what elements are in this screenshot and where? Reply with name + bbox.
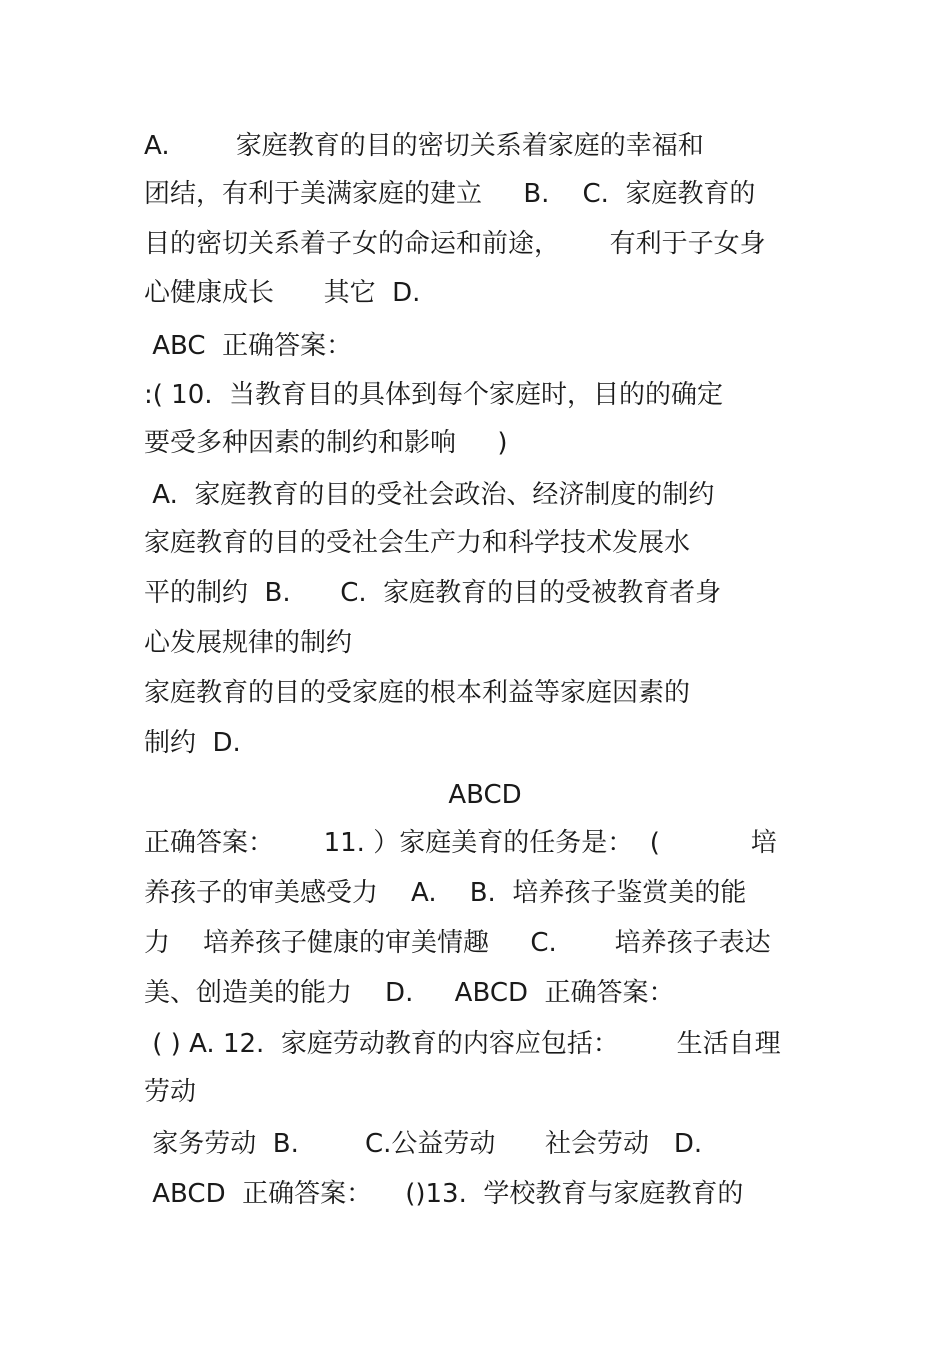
text-line-5: ABC 正确答案：	[144, 331, 353, 361]
answer-heading: ABCD	[448, 780, 522, 810]
text-line-10: 平的制约 B. C. 家庭教育的目的受被教育者身	[144, 578, 722, 608]
text-line-3: 目的密切关系着子女的命运和前途， 有利于子女身	[144, 229, 766, 259]
text-line-20: 劳动	[144, 1077, 197, 1107]
text-line-2: 团结，有利于美满家庭的建立 B. C. 家庭教育的	[144, 179, 756, 209]
text-line-18: 美、创造美的能力 D. ABCD 正确答案：	[144, 978, 675, 1008]
text-line-11: 心发展规律的制约	[144, 628, 353, 658]
text-line-21: 家务劳动 B. C.公益劳动 社会劳动 D.	[144, 1129, 703, 1159]
text-line-13: 制约 D.	[144, 728, 241, 758]
text-line-9: 家庭教育的目的受社会生产力和科学技术发展水	[144, 528, 691, 558]
text-line-7: 要受多种因素的制约和影响 )	[144, 428, 508, 458]
text-line-19: ( ) A. 12. 家庭劳动教育的内容应包括： 生活自理	[144, 1029, 781, 1059]
text-line-1: A. 家庭教育的目的密切关系着家庭的幸福和	[144, 131, 704, 161]
text-line-4: 心健康成长 其它 D.	[144, 278, 421, 308]
text-line-8: A. 家庭教育的目的受社会政治、经济制度的制约	[144, 480, 715, 510]
text-line-22: ABCD 正确答案： ()13. 学校教育与家庭教育的	[144, 1179, 744, 1209]
text-line-16: 养孩子的审美感受力 A. B. 培养孩子鉴赏美的能	[144, 878, 747, 908]
text-line-17: 力 培养孩子健康的审美情趣 C. 培养孩子表达	[144, 928, 771, 958]
text-line-6: :( 10. 当教育目的具体到每个家庭时，目的的确定	[144, 380, 724, 410]
text-line-15: 正确答案： 11. ）家庭美育的任务是： ( 培	[144, 828, 777, 858]
text-line-12: 家庭教育的目的受家庭的根本利益等家庭因素的	[144, 678, 691, 708]
